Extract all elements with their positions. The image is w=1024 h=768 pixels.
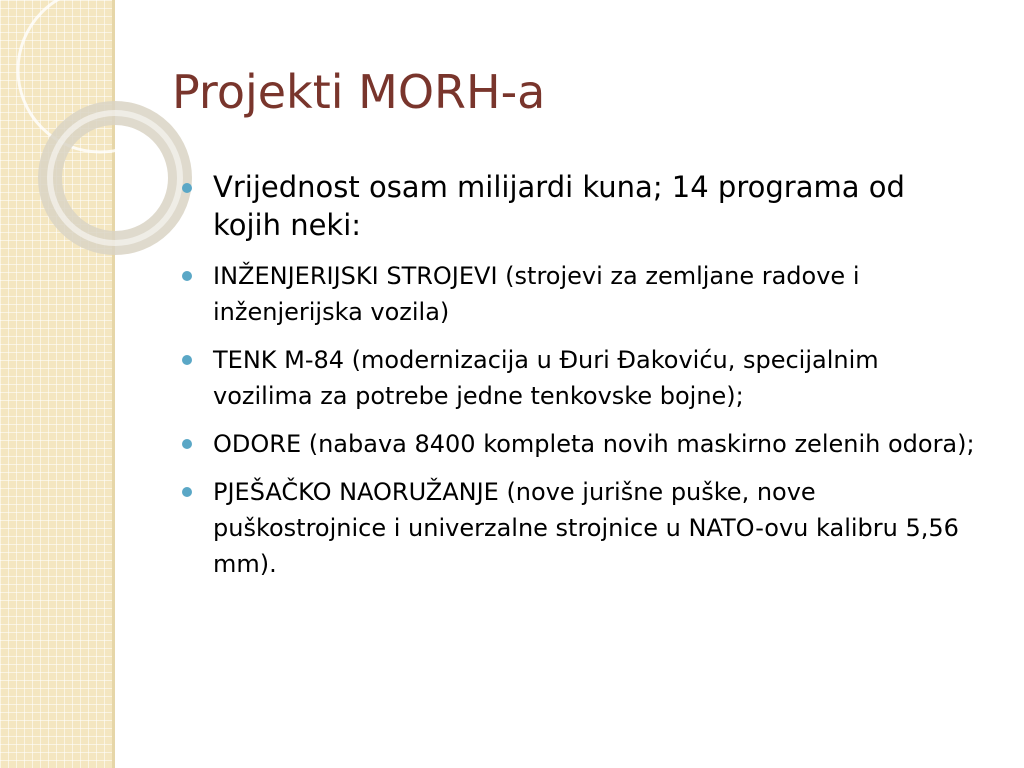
slide-title: Projekti MORH-a — [172, 65, 546, 119]
bullet-dot-icon — [182, 183, 192, 193]
bullet-text: TENK M-84 (modernizacija u Đuri Đakoviću, specijalnim vozilima za potrebe jedne tenkovske bojne); — [213, 346, 879, 410]
decorative-side-panel — [0, 0, 112, 768]
bullet-item — [180, 342, 980, 414]
bullet-dot-icon — [182, 487, 192, 497]
bullet-text: ODORE (nabava 8400 kompleta novih maskirno zelenih odora); — [213, 430, 975, 458]
bullet-text: INŽENJERIJSKI STROJEVI (strojevi za zemljane radove i inženjerijska vozila) — [213, 262, 860, 326]
bullet-item — [180, 426, 980, 462]
bullet-dot-icon — [182, 439, 192, 449]
bullet-dot-icon — [182, 355, 192, 365]
bullet-text: Vrijednost osam milijardi kuna; 14 programa od kojih neki: — [213, 170, 905, 242]
bullet-dot-icon — [182, 271, 192, 281]
bullet-item — [180, 168, 980, 244]
side-panel-edge — [112, 0, 115, 768]
bullet-list — [180, 168, 980, 594]
bullet-text: PJEŠAČKO NAORUŽANJE (nove jurišne puške, nove puškostrojnice i univerzalne strojnice u NATO-ovu kalibru 5,56 mm). — [213, 478, 959, 578]
bullet-item — [180, 474, 980, 582]
bullet-item — [180, 258, 980, 330]
